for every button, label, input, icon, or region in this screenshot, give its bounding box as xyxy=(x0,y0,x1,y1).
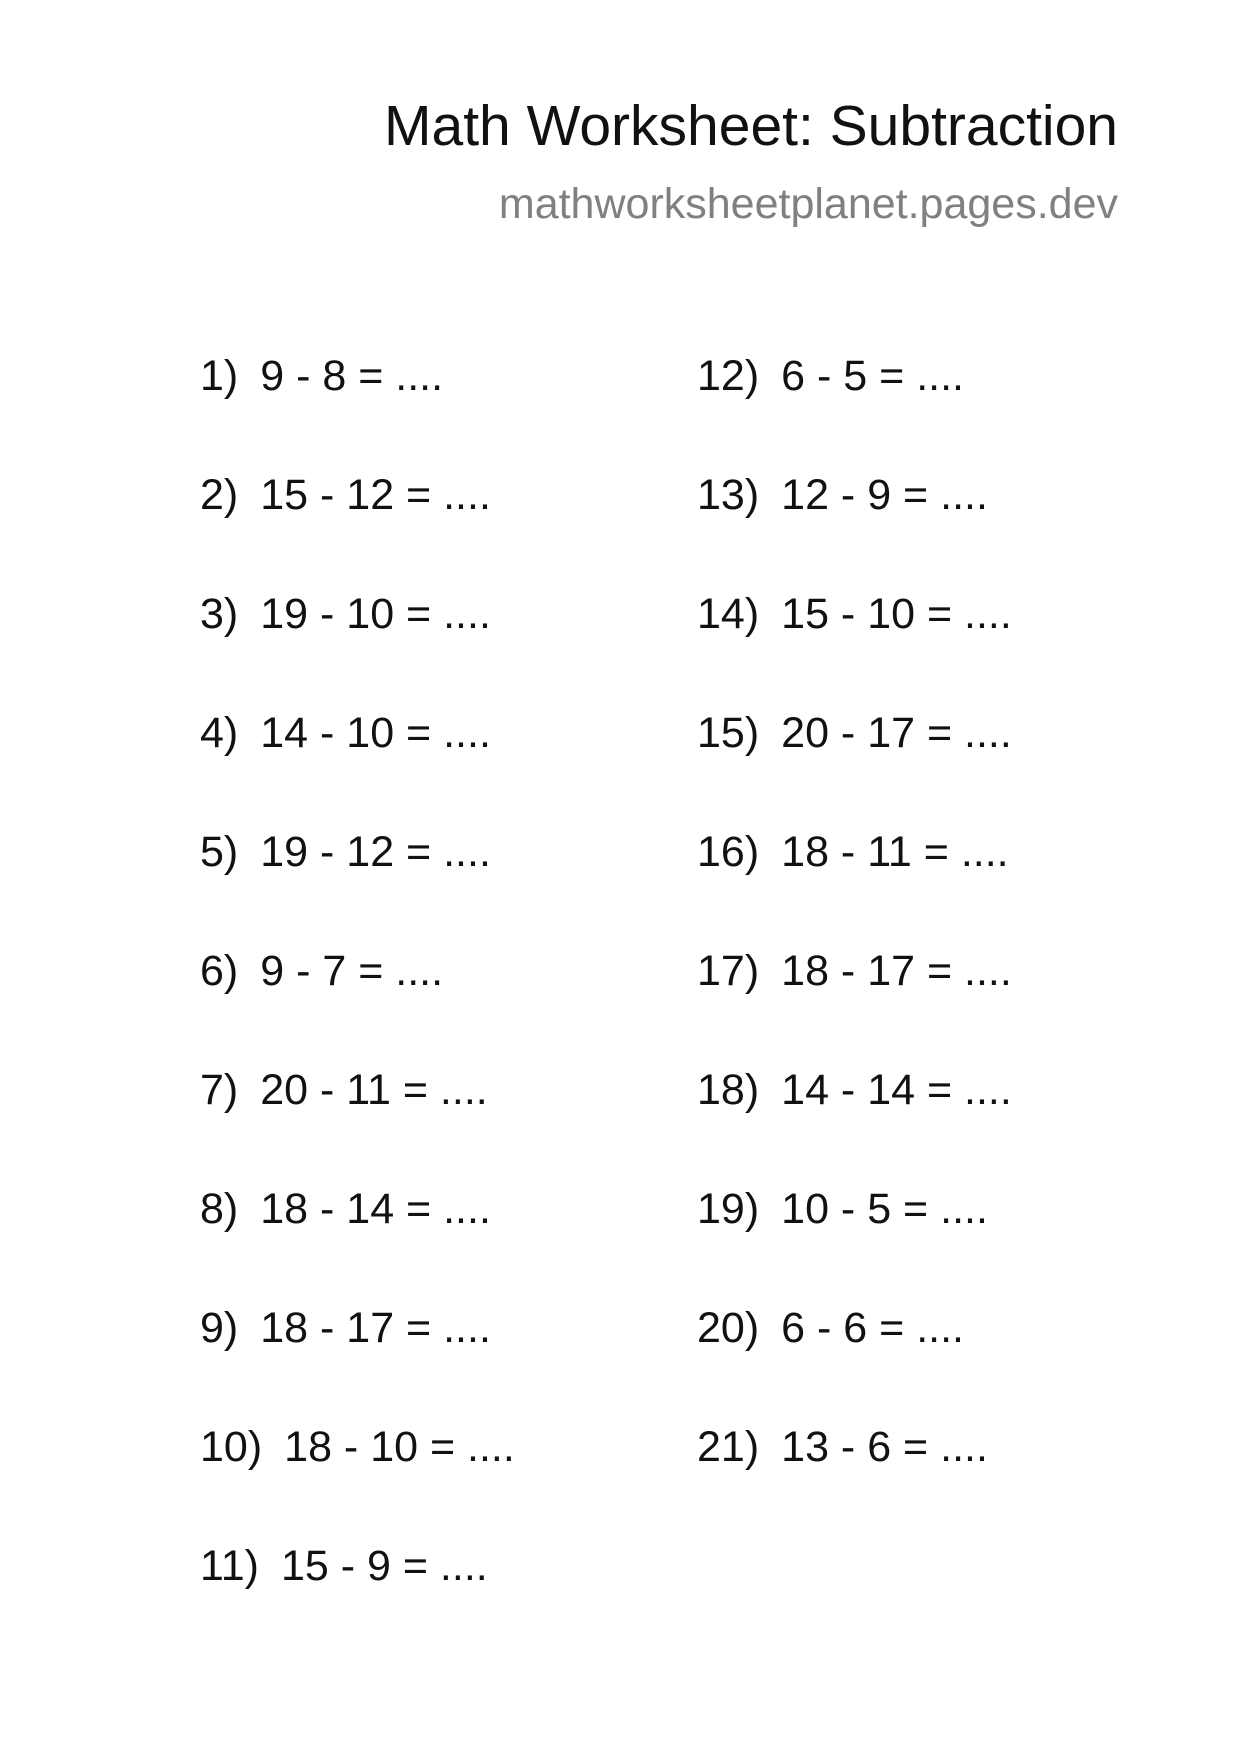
problem-item xyxy=(200,1423,515,1471)
problem-expression: 15 - 9 = .... xyxy=(280,1542,488,1590)
problem-item xyxy=(697,1066,1012,1114)
worksheet-header xyxy=(384,94,1118,228)
problem-expression: 6 - 5 = .... xyxy=(781,352,964,400)
problem-number: 12) xyxy=(697,352,760,400)
problem-item xyxy=(697,1185,988,1233)
problem-item xyxy=(200,1542,488,1590)
problem-number: 17) xyxy=(697,947,760,995)
problem-item xyxy=(200,590,491,638)
problem-number: 19) xyxy=(697,1185,760,1233)
problem-number: 8) xyxy=(200,1185,239,1233)
problem-expression: 10 - 5 = .... xyxy=(781,1185,988,1233)
problem-item xyxy=(200,1304,491,1352)
problem-number: 15) xyxy=(697,709,760,757)
problem-number: 3) xyxy=(200,590,239,638)
problem-number: 9) xyxy=(200,1304,239,1352)
problem-expression: 15 - 10 = .... xyxy=(781,590,1012,638)
problem-number: 18) xyxy=(697,1066,760,1114)
problem-number: 13) xyxy=(697,471,760,519)
problem-number: 7) xyxy=(200,1066,239,1114)
problem-expression: 12 - 9 = .... xyxy=(781,471,988,519)
problem-expression: 18 - 11 = .... xyxy=(781,828,1009,876)
problem-item xyxy=(697,947,1012,995)
problem-item xyxy=(200,828,491,876)
problem-expression: 19 - 10 = .... xyxy=(260,590,491,638)
problem-item xyxy=(697,471,988,519)
problem-item xyxy=(697,709,1012,757)
problem-expression: 19 - 12 = .... xyxy=(260,828,491,876)
problem-number: 6) xyxy=(200,947,239,995)
problem-item xyxy=(697,1423,988,1471)
site-url: mathworksheetplanet.pages.dev xyxy=(498,180,1118,228)
problem-item xyxy=(697,352,964,400)
problem-expression: 15 - 12 = .... xyxy=(260,471,491,519)
problem-number: 14) xyxy=(697,590,760,638)
problem-number: 11) xyxy=(200,1542,259,1590)
problem-expression: 14 - 10 = .... xyxy=(260,709,491,757)
problem-item xyxy=(697,590,1012,638)
problem-expression: 14 - 14 = .... xyxy=(781,1066,1012,1114)
problem-item xyxy=(200,1185,491,1233)
problem-number: 1) xyxy=(200,352,239,400)
problem-expression: 18 - 17 = .... xyxy=(781,947,1012,995)
problem-item xyxy=(200,352,444,400)
problem-number: 16) xyxy=(697,828,760,876)
problem-number: 4) xyxy=(200,709,239,757)
problem-item xyxy=(200,709,491,757)
problem-number: 20) xyxy=(697,1304,760,1352)
problem-expression: 18 - 17 = .... xyxy=(260,1304,491,1352)
problem-expression: 13 - 6 = .... xyxy=(781,1423,988,1471)
problem-number: 2) xyxy=(200,471,239,519)
problem-number: 5) xyxy=(200,828,239,876)
problem-item xyxy=(200,471,491,519)
problem-expression: 18 - 10 = .... xyxy=(284,1423,515,1471)
problem-expression: 18 - 14 = .... xyxy=(260,1185,491,1233)
problem-item xyxy=(697,1304,964,1352)
problem-item xyxy=(200,1066,488,1114)
problem-item xyxy=(200,947,444,995)
problem-number: 10) xyxy=(200,1423,263,1471)
problem-expression: 9 - 7 = .... xyxy=(260,947,444,995)
problem-expression: 9 - 8 = .... xyxy=(260,352,444,400)
page-title: Math Worksheet: Subtraction xyxy=(384,94,1118,158)
problem-expression: 20 - 17 = .... xyxy=(781,709,1012,757)
problem-expression: 20 - 11 = .... xyxy=(260,1066,488,1114)
problem-expression: 6 - 6 = .... xyxy=(781,1304,964,1352)
problem-item xyxy=(697,828,1009,876)
problem-number: 21) xyxy=(697,1423,760,1471)
